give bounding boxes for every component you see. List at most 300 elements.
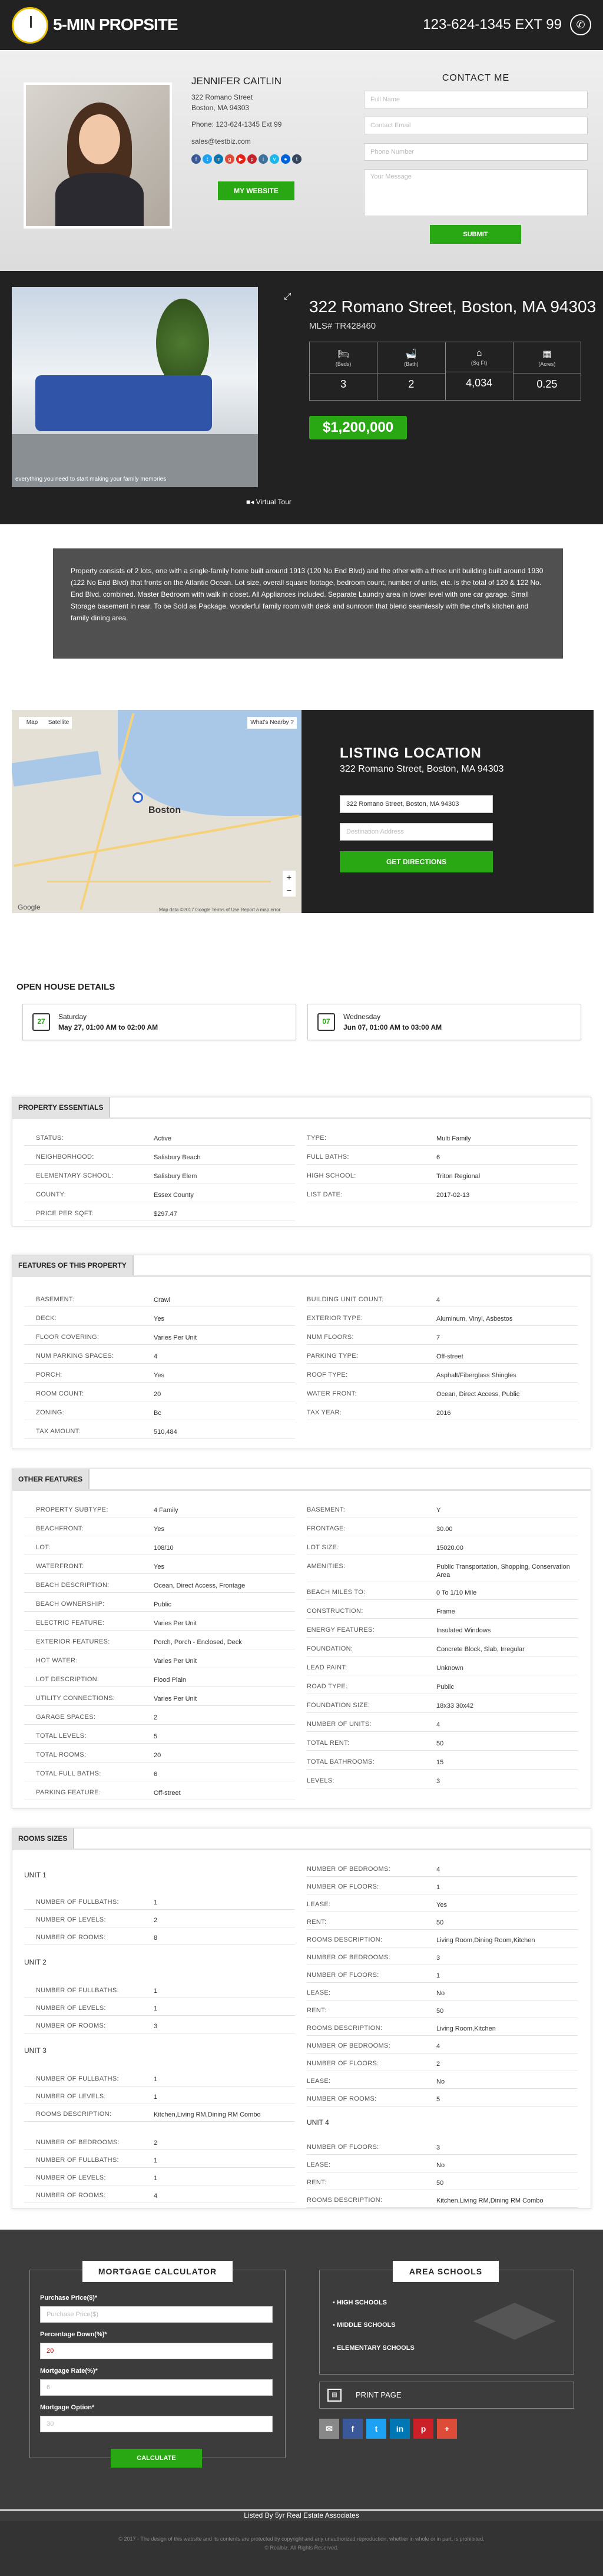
detail-row	[24, 1672, 295, 1687]
detail-key: ELEMENTARY SCHOOL:	[36, 1172, 114, 1179]
get-directions-button[interactable]: GET DIRECTIONS	[340, 851, 493, 872]
section-title: ROOMS SIZES	[12, 1828, 74, 1848]
detail-value: 4 Family	[154, 1507, 178, 1514]
detail-key: NUMBER OF FLOORS:	[307, 2144, 379, 2151]
detail-value: Flood Plain	[154, 1676, 187, 1684]
detail-key: WATER FRONT:	[307, 1390, 357, 1397]
detail-key: TOTAL FULL BATHS:	[36, 1770, 101, 1777]
flickr-icon[interactable]: ●	[281, 154, 290, 164]
school-link-elementary[interactable]: ▪ ELEMENTARY SCHOOLS	[333, 2344, 415, 2352]
printer-icon: ▤	[327, 2389, 342, 2402]
detail-value: 20	[154, 1752, 161, 1759]
detail-key: LEASE:	[307, 1989, 331, 1996]
open-house-day: Saturday	[58, 1013, 87, 1021]
detail-value: 30.00	[436, 1526, 453, 1533]
mortgage-option-input[interactable]: 30	[40, 2416, 273, 2432]
pinterest-icon[interactable]: p	[413, 2419, 433, 2439]
detail-row	[24, 2107, 295, 2122]
listing-location-address: 322 Romano Street, Boston, MA 94303	[340, 764, 504, 774]
tumblr-icon[interactable]: t	[292, 154, 302, 164]
detail-key: RENT:	[307, 2179, 327, 2186]
mortgage-rate-input[interactable]: 6	[40, 2379, 273, 2396]
detail-value: Aluminum, Vinyl, Asbestos	[436, 1315, 513, 1322]
detail-key: FRONTAGE:	[307, 1525, 346, 1532]
detail-value: 4	[436, 1297, 440, 1304]
detail-value: 1	[436, 1972, 440, 1979]
pinterest-icon[interactable]: p	[247, 154, 257, 164]
detail-value: Unknown	[436, 1665, 463, 1672]
origin-address-input[interactable]: 322 Romano Street, Boston, MA 94303	[340, 795, 493, 813]
detail-key: NUMBER OF FULLBATHS:	[36, 1987, 119, 1994]
google-logo: Google	[18, 903, 41, 911]
submit-button[interactable]: SUBMIT	[430, 225, 521, 244]
instagram-icon[interactable]: i	[259, 154, 268, 164]
property-price: $1,200,000	[309, 416, 407, 439]
detail-value: 2	[154, 2139, 158, 2147]
detail-row	[307, 1405, 578, 1420]
detail-key: FULL BATHS:	[307, 1153, 349, 1160]
whats-nearby-button[interactable]: What's Nearby ?	[247, 717, 297, 729]
detail-row	[24, 2018, 295, 2033]
area-schools-title: AREA SCHOOLS	[393, 2261, 499, 2282]
detail-value: Frame	[436, 1608, 455, 1615]
detail-row	[24, 1930, 295, 1945]
calendar-icon: 07	[317, 1013, 335, 1031]
detail-row	[307, 1311, 578, 1326]
detail-value: 1	[154, 2094, 158, 2101]
detail-key: NUMBER OF BEDROOMS:	[307, 1954, 390, 1961]
stat-value: 2	[377, 373, 445, 391]
property-mls: MLS# TR428460	[309, 321, 376, 331]
detail-value: 2	[154, 1714, 158, 1721]
detail-key: NUMBER OF ROOMS:	[36, 2192, 106, 2199]
detail-row	[24, 2170, 295, 2185]
detail-key: LOT:	[36, 1544, 51, 1551]
header-phone[interactable]: 123-624-1345 EXT 99	[423, 16, 562, 32]
detail-key: NUMBER OF BEDROOMS:	[36, 2139, 120, 2146]
unit-heading: UNIT 3	[24, 2046, 47, 2055]
zoom-out-icon[interactable]: −	[286, 885, 292, 895]
detail-key: NUMBER OF FLOORS:	[307, 2060, 379, 2067]
detail-value: 4	[154, 1353, 158, 1360]
property-description: Property consists of 2 lots, one with a single-family home built around 1913 (120 No End Blvd) and the other with a three unit building built around 1930 (122 No End Blvd) that fronts on the Atlantic Ocean. Lot size, overall square footage, bedroom count, number of units, etc. is the total of 120 & 122 No. End Blvd. combined. Master Bedroom with walk in closet. All Appliances included. Separate Laundry area in lower level with one car garage. Small Storage basement in rear. To be Sold as Package. wonderful family room with deck and sunroom that blend seamlessly with the chef's kitchen and family dining area.	[53, 548, 563, 659]
detail-value: 50	[436, 2180, 444, 2187]
zoom-in-icon[interactable]: +	[286, 872, 292, 882]
detail-value: Yes	[154, 1526, 164, 1533]
section-title: OTHER FEATURES	[12, 1469, 90, 1489]
unit-heading: UNIT 4	[307, 2118, 329, 2127]
satellite-button[interactable]: Satellite	[48, 719, 69, 726]
open-house-day: Wednesday	[343, 1013, 381, 1021]
phone-icon[interactable]: ✆	[570, 14, 591, 35]
detail-value: Porch, Porch - Enclosed, Deck	[154, 1639, 242, 1646]
detail-key: PORCH:	[36, 1371, 62, 1378]
detail-key: BEACH OWNERSHIP:	[36, 1601, 105, 1608]
stat-value: 0.25	[513, 373, 581, 391]
detail-value: Asphalt/Fiberglass Shingles	[436, 1372, 516, 1379]
property-photo[interactable]	[12, 287, 258, 487]
youtube-icon[interactable]: ▶	[236, 154, 246, 164]
google-plus-icon[interactable]: g	[225, 154, 234, 164]
detail-key: ENERGY FEATURES:	[307, 1626, 375, 1633]
detail-row	[307, 1950, 578, 1965]
print-page-label: PRINT PAGE	[356, 2390, 402, 2399]
detail-key: TOTAL ROOMS:	[36, 1751, 87, 1758]
detail-key: NUMBER OF ROOMS:	[307, 2095, 377, 2102]
detail-value: No	[436, 2078, 445, 2085]
detail-value: Triton Regional	[436, 1173, 481, 1180]
map-zoom-control[interactable]	[283, 871, 296, 897]
listed-by: Listed By 5yr Real Estate Associates	[244, 2511, 359, 2519]
detail-key: NUMBER OF LEVELS:	[36, 2005, 106, 2012]
share-buttons	[319, 2419, 457, 2439]
detail-value: 1	[154, 2157, 158, 2164]
detail-key: TOTAL LEVELS:	[36, 1732, 87, 1740]
bath-icon: 🛁	[405, 349, 418, 359]
detail-row	[307, 2091, 578, 2107]
detail-row	[307, 1502, 578, 1517]
detail-key: ROOMS DESCRIPTION:	[307, 1936, 383, 1943]
detail-row	[307, 1603, 578, 1619]
detail-key: NUMBER OF FULLBATHS:	[36, 2075, 119, 2082]
detail-value: 0 To 1/10 Mile	[436, 1589, 477, 1596]
destination-address-input[interactable]: Destination Address	[340, 823, 493, 841]
detail-key: TAX AMOUNT:	[36, 1428, 81, 1435]
detail-value: Public	[154, 1601, 171, 1608]
detail-key: NUMBER OF ROOMS:	[36, 2022, 106, 2029]
detail-row	[24, 1596, 295, 1612]
detail-row	[24, 2152, 295, 2168]
detail-key: BEACH DESCRIPTION:	[36, 1582, 110, 1589]
detail-key: ZONING:	[36, 1409, 64, 1416]
copyright-notice: © 2017 - The design of this website and its contents are protected by copyright and any unauthorized reproduction, whether in whole or in part, is prohibited.	[118, 2536, 485, 2542]
percentage-down-label: Percentage Down(%)*	[40, 2331, 107, 2338]
other-features-section	[12, 1469, 591, 1809]
detail-row	[307, 1773, 578, 1788]
detail-row	[307, 1914, 578, 1930]
detail-key: PARKING TYPE:	[307, 1353, 359, 1360]
detail-value: 1	[154, 2175, 158, 2182]
calendar-icon: 27	[32, 1013, 50, 1031]
logo-text[interactable]: 5-MIN PROPSITE	[53, 15, 178, 34]
detail-value: 50	[436, 1740, 444, 1747]
detail-row	[24, 1691, 295, 1706]
detail-key: ROAD TYPE:	[307, 1683, 348, 1690]
detail-row	[307, 1879, 578, 1894]
detail-row	[307, 1679, 578, 1694]
detail-row	[307, 2139, 578, 2155]
detail-row	[307, 2003, 578, 2018]
detail-row	[24, 1405, 295, 1420]
calculate-button[interactable]: CALCULATE	[111, 2449, 202, 2468]
detail-row	[24, 1386, 295, 1401]
detail-key: ROOF TYPE:	[307, 1371, 348, 1378]
detail-value: 6	[154, 1771, 158, 1778]
detail-value: 8	[154, 1935, 158, 1942]
agent-email[interactable]: sales@testbiz.com	[191, 137, 251, 146]
detail-value: 4	[436, 2043, 440, 2050]
detail-value: Public Transportation, Shopping, Conservation Area	[436, 1563, 570, 1579]
detail-key: NUMBER OF FULLBATHS:	[36, 2157, 119, 2164]
virtual-tour-link[interactable]	[246, 498, 291, 506]
detail-key: NUM FLOORS:	[307, 1334, 354, 1341]
stat-cell	[377, 342, 445, 400]
agent-social-links	[191, 154, 302, 164]
detail-value: Kitchen,Living RM,Dining RM Combo	[154, 2111, 261, 2118]
mortgage-rate-label: Mortgage Rate(%)*	[40, 2367, 98, 2375]
detail-value: Off-street	[436, 1353, 463, 1360]
detail-value: 15020.00	[436, 1545, 463, 1552]
percentage-down-input[interactable]: 20	[40, 2343, 273, 2359]
vimeo-icon[interactable]: v	[270, 154, 279, 164]
detail-row	[307, 1187, 578, 1202]
detail-key: BEACHFRONT:	[36, 1525, 84, 1532]
detail-value: 1	[154, 2005, 158, 2012]
detail-key: HOT WATER:	[36, 1657, 78, 1664]
detail-row	[24, 1367, 295, 1383]
video-camera-icon: ■◂	[246, 498, 256, 506]
detail-value: Yes	[154, 1563, 164, 1570]
map-button[interactable]: Map	[26, 719, 38, 726]
facebook-icon[interactable]: f	[343, 2419, 363, 2439]
detail-key: RENT:	[307, 2007, 327, 2014]
detail-key: ROOMS DESCRIPTION:	[36, 2111, 112, 2118]
unit-heading: UNIT 2	[24, 1958, 47, 1966]
detail-row	[307, 1660, 578, 1675]
detail-value: Varies Per Unit	[154, 1620, 197, 1627]
open-house-title: OPEN HOUSE DETAILS	[16, 982, 115, 992]
detail-key: PRICE PER SQFT:	[36, 1210, 94, 1217]
stat-label: (Sq Ft)	[471, 360, 488, 366]
detail-row	[24, 1292, 295, 1307]
stat-value: 4,034	[446, 372, 513, 389]
detail-row	[24, 1578, 295, 1593]
phone-number-input[interactable]: Phone Number	[364, 143, 588, 161]
detail-row	[307, 2074, 578, 2089]
detail-row	[24, 1766, 295, 1781]
twitter-icon[interactable]: t	[203, 154, 212, 164]
detail-value: Ocean, Direct Access, Frontage	[154, 1582, 246, 1589]
detail-row	[24, 1348, 295, 1364]
detail-row	[24, 2135, 295, 2150]
detail-row	[307, 1330, 578, 1345]
listing-location-title: LISTING LOCATION	[340, 745, 482, 761]
detail-value: Varies Per Unit	[154, 1658, 197, 1665]
detail-row	[24, 1615, 295, 1631]
detail-row	[307, 1367, 578, 1383]
purchase-price-input[interactable]: Purchase Price($)	[40, 2306, 273, 2323]
detail-value: 3	[154, 2023, 158, 2030]
linkedin-icon[interactable]: in	[214, 154, 223, 164]
detail-value: 4	[436, 1866, 440, 1873]
detail-value: Concrete Block, Slab, Irregular	[436, 1646, 525, 1653]
detail-key: NUMBER OF BEDROOMS:	[307, 1866, 390, 1873]
detail-row	[307, 1735, 578, 1751]
detail-key: LEASE:	[307, 2078, 331, 2085]
detail-value: 4	[154, 2193, 158, 2200]
map-attribution[interactable]: Map data ©2017 Google Terms of Use Report a map error	[159, 907, 281, 912]
detail-key: NUMBER OF FULLBATHS:	[36, 1899, 119, 1906]
detail-key: CONSTRUCTION:	[307, 1608, 363, 1615]
detail-key: NUMBER OF UNITS:	[307, 1721, 372, 1728]
detail-row	[24, 1728, 295, 1744]
school-link-middle[interactable]: ▪ MIDDLE SCHOOLS	[333, 2322, 396, 2329]
detail-key: PROPERTY SUBTYPE:	[36, 1506, 108, 1513]
detail-value: Ocean, Direct Access, Public	[436, 1391, 520, 1398]
email-icon[interactable]: ✉	[319, 2419, 339, 2439]
agent-phone[interactable]: Phone: 123-624-1345 Ext 99	[191, 120, 282, 128]
detail-row	[307, 1754, 578, 1770]
detail-value: Varies Per Unit	[154, 1695, 197, 1702]
purchase-price-label: Purchase Price($)*	[40, 2294, 98, 2301]
detail-key: COUNTY:	[36, 1191, 66, 1198]
detail-key: FOUNDATION:	[307, 1645, 353, 1652]
detail-value: Essex County	[154, 1192, 194, 1199]
detail-key: WATERFRONT:	[36, 1563, 84, 1570]
photo-caption: everything you need to start making your family memories	[15, 476, 167, 482]
detail-row	[307, 2157, 578, 2172]
agent-photo	[24, 82, 172, 229]
unit-heading: UNIT 1	[24, 1871, 47, 1879]
map-pin-icon[interactable]	[132, 792, 143, 803]
school-link-high[interactable]: ▪ HIGH SCHOOLS	[333, 2299, 387, 2306]
mortgage-option-label: Mortgage Option*	[40, 2404, 95, 2411]
message-textarea[interactable]: Your Message	[364, 169, 588, 216]
my-website-button[interactable]: MY WEBSITE	[218, 181, 294, 200]
detail-key: BASEMENT:	[307, 1506, 346, 1513]
detail-row	[24, 1311, 295, 1326]
stat-value: 3	[310, 373, 377, 391]
detail-row	[307, 1130, 578, 1146]
sqft-icon: ⌂	[476, 348, 482, 358]
detail-row	[307, 1897, 578, 1912]
detail-value: Off-street	[154, 1790, 181, 1797]
detail-row	[24, 1168, 295, 1183]
detail-key: NUM PARKING SPACES:	[36, 1353, 114, 1360]
detail-key: LOT SIZE:	[307, 1544, 339, 1551]
twitter-icon[interactable]: t	[366, 2419, 386, 2439]
detail-row	[307, 1985, 578, 2000]
map-type-toggle[interactable]	[19, 717, 72, 729]
detail-row	[307, 1521, 578, 1536]
detail-key: NUMBER OF ROOMS:	[36, 1934, 106, 1941]
detail-row	[307, 1292, 578, 1307]
mortgage-calculator-title: MORTGAGE CALCULATOR	[82, 2261, 233, 2282]
detail-value: 18x33 30x42	[436, 1702, 473, 1709]
detail-key: PARKING FEATURE:	[36, 1789, 101, 1796]
detail-key: UTILITY CONNECTIONS:	[36, 1695, 115, 1702]
detail-value: 15	[436, 1759, 444, 1766]
detail-key: NUMBER OF FLOORS:	[307, 1972, 379, 1979]
detail-key: HIGH SCHOOL:	[307, 1172, 356, 1179]
detail-key: NUMBER OF LEVELS:	[36, 2093, 106, 2100]
detail-value: 510,484	[154, 1428, 177, 1436]
detail-value: 3	[436, 1955, 440, 1962]
detail-value: 4	[436, 1721, 440, 1728]
detail-value: 1	[154, 2076, 158, 2083]
detail-value: 2016	[436, 1410, 451, 1417]
detail-row	[307, 1967, 578, 1983]
detail-row	[307, 2175, 578, 2190]
detail-value: Insulated Windows	[436, 1627, 491, 1634]
agent-name: JENNIFER CAITLIN	[191, 75, 282, 87]
detail-row	[307, 1149, 578, 1165]
detail-value: 6	[436, 1154, 440, 1161]
detail-key: RENT:	[307, 1919, 327, 1926]
detail-key: GARAGE SPACES:	[36, 1714, 96, 1721]
school-link-label: MIDDLE SCHOOLS	[336, 2322, 396, 2329]
detail-row	[307, 1622, 578, 1638]
detail-value: Yes	[154, 1315, 164, 1322]
copyright-brand: © Realbiz. All Rights Reserved.	[264, 2545, 339, 2551]
detail-value: 108/10	[154, 1545, 174, 1552]
full-name-input[interactable]: Full Name	[364, 91, 588, 108]
expand-icon[interactable]: ⤢	[283, 292, 291, 302]
contact-title: CONTACT ME	[442, 73, 510, 83]
facebook-icon[interactable]: f	[191, 154, 201, 164]
contact-email-input[interactable]: Contact Email	[364, 117, 588, 134]
detail-row	[24, 1653, 295, 1668]
google-plus-icon[interactable]: +	[437, 2419, 457, 2439]
detail-value: 5	[154, 1733, 158, 1740]
detail-key: NEIGHBORHOOD:	[36, 1153, 94, 1160]
detail-row	[24, 1149, 295, 1165]
detail-value: $297.47	[154, 1211, 177, 1218]
detail-value: 50	[436, 1919, 444, 1926]
section-title: PROPERTY ESSENTIALS	[12, 1097, 110, 1117]
detail-key: ROOMS DESCRIPTION:	[307, 2025, 383, 2032]
detail-key: EXTERIOR TYPE:	[307, 1315, 363, 1322]
detail-key: LOT DESCRIPTION:	[36, 1676, 100, 1683]
detail-key: NUMBER OF LEVELS:	[36, 1916, 106, 1923]
detail-row	[307, 1641, 578, 1656]
detail-value: 2017-02-13	[436, 1192, 470, 1199]
detail-key: TYPE:	[307, 1135, 327, 1142]
detail-key: LEASE:	[307, 2161, 331, 2168]
detail-row	[24, 1130, 295, 1146]
detail-value: Salisbury Elem	[154, 1173, 197, 1180]
graduation-cap-icon	[473, 2303, 556, 2356]
detail-row	[24, 1540, 295, 1555]
detail-key: DECK:	[36, 1315, 57, 1322]
detail-row	[24, 1521, 295, 1536]
stat-label: (Beds)	[335, 361, 352, 367]
detail-row	[24, 1424, 295, 1439]
bed-icon: 🛏	[337, 349, 350, 359]
detail-value: 1	[154, 1899, 158, 1906]
detail-key: BUILDING UNIT COUNT:	[307, 1296, 384, 1303]
linkedin-icon[interactable]: in	[390, 2419, 410, 2439]
detail-value: Salisbury Beach	[154, 1154, 201, 1161]
stat-cell	[513, 342, 581, 400]
detail-value: Kitchen,Living RM,Dining RM Combo	[436, 2197, 544, 2204]
detail-value: Multi Family	[436, 1135, 471, 1142]
detail-key: TAX YEAR:	[307, 1409, 342, 1416]
school-link-label: ELEMENTARY SCHOOLS	[336, 2344, 415, 2352]
detail-row	[307, 1717, 578, 1732]
detail-value: Living Room,Kitchen	[436, 2025, 496, 2032]
detail-row	[24, 1747, 295, 1762]
acres-icon: ▦	[542, 349, 552, 359]
clock-logo-icon[interactable]	[12, 7, 48, 44]
detail-key: FOUNDATION SIZE:	[307, 1702, 370, 1709]
property-essentials-section	[12, 1097, 591, 1226]
detail-row	[24, 1709, 295, 1725]
detail-key: AMENITIES:	[307, 1563, 346, 1570]
detail-row	[24, 1330, 295, 1345]
virtual-tour-label: Virtual Tour	[256, 498, 291, 506]
detail-row	[24, 2089, 295, 2104]
